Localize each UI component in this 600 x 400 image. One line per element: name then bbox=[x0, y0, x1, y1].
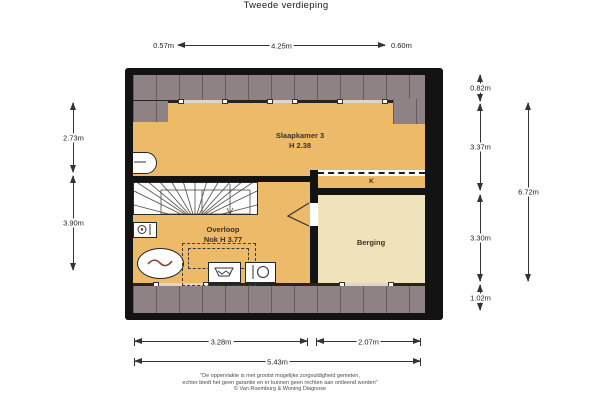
window-post-icon bbox=[178, 99, 184, 104]
floorplan bbox=[125, 68, 443, 320]
stairs bbox=[133, 182, 258, 215]
eaves-bottom bbox=[133, 286, 425, 313]
room-label-overloop bbox=[163, 225, 283, 245]
window-top-1 bbox=[183, 100, 222, 103]
sink-icon bbox=[208, 262, 241, 283]
room-height: H 2.38 bbox=[288, 141, 312, 150]
page-title: Tweede verdieping bbox=[243, 0, 329, 11]
window-post-icon bbox=[382, 99, 388, 104]
room-name: Slaapkamer 3 bbox=[275, 131, 325, 140]
disclaimer-line-1: "De oppervlakte is met grootst mogelijke zorgvuldigheid gemeten, bbox=[200, 373, 360, 379]
footer-disclaimer bbox=[0, 373, 560, 393]
sloped-ceiling-left bbox=[133, 101, 168, 122]
radiator-icon bbox=[133, 152, 157, 174]
dim-left-upper: 2.73m bbox=[73, 103, 74, 172]
dim-bottom-right: 2.07m bbox=[317, 341, 420, 342]
door-opening bbox=[310, 203, 318, 226]
dim-right-upper: 3.37m bbox=[480, 104, 481, 190]
window-top-2 bbox=[272, 100, 292, 103]
arrow-right-icon bbox=[378, 42, 386, 48]
door-swing-icon bbox=[286, 202, 311, 228]
closet-front-dashed bbox=[318, 170, 425, 176]
room-name: Overloop bbox=[206, 225, 240, 234]
dim-top-right-eave: 0.60m bbox=[391, 41, 412, 50]
window-top-3 bbox=[342, 100, 382, 103]
dim-bottom-left: 3.28m bbox=[135, 341, 307, 342]
closet-wall bbox=[318, 188, 425, 195]
dim-bottom-total: 5.43m bbox=[135, 361, 420, 362]
sloped-ceiling-right bbox=[393, 99, 425, 124]
dim-right-top-eave: 0.82m bbox=[480, 75, 481, 101]
closet-label: K bbox=[369, 178, 374, 185]
room-height: Nok H 3.77 bbox=[203, 235, 243, 244]
floorplan-interior bbox=[133, 75, 425, 313]
room-label-slaapkamer bbox=[240, 131, 360, 151]
dim-right-bottom-eave: 1.02m bbox=[480, 285, 481, 310]
washing-machine-icon bbox=[245, 262, 276, 283]
arrow-left-icon bbox=[177, 42, 185, 48]
copyright-line: © Van Roemburg & Woning Diagnose bbox=[233, 386, 327, 393]
dim-top-width: 4.25m bbox=[178, 45, 385, 46]
window-post-icon bbox=[337, 99, 343, 104]
fan-icon bbox=[137, 248, 184, 279]
window-post-icon bbox=[267, 99, 273, 104]
disclaimer-line-2: echter biedt het geen garantie en er kunnen geen rechten aan ontleend worden" bbox=[182, 379, 378, 386]
dim-top-left-eave: 0.57m bbox=[153, 41, 174, 50]
window-post-icon bbox=[292, 99, 298, 104]
dim-left-lower: 3.90m bbox=[73, 176, 74, 270]
eaves-top bbox=[133, 75, 425, 100]
stairs-icon bbox=[134, 183, 257, 214]
dim-right-total: 6.72m bbox=[528, 103, 529, 281]
ventilation-unit-icon bbox=[133, 222, 157, 238]
window-post-icon bbox=[222, 99, 228, 104]
interior-wall-vertical bbox=[310, 170, 318, 288]
dim-right-lower: 3.30m bbox=[480, 195, 481, 281]
room-label-berging: Berging bbox=[356, 238, 386, 247]
